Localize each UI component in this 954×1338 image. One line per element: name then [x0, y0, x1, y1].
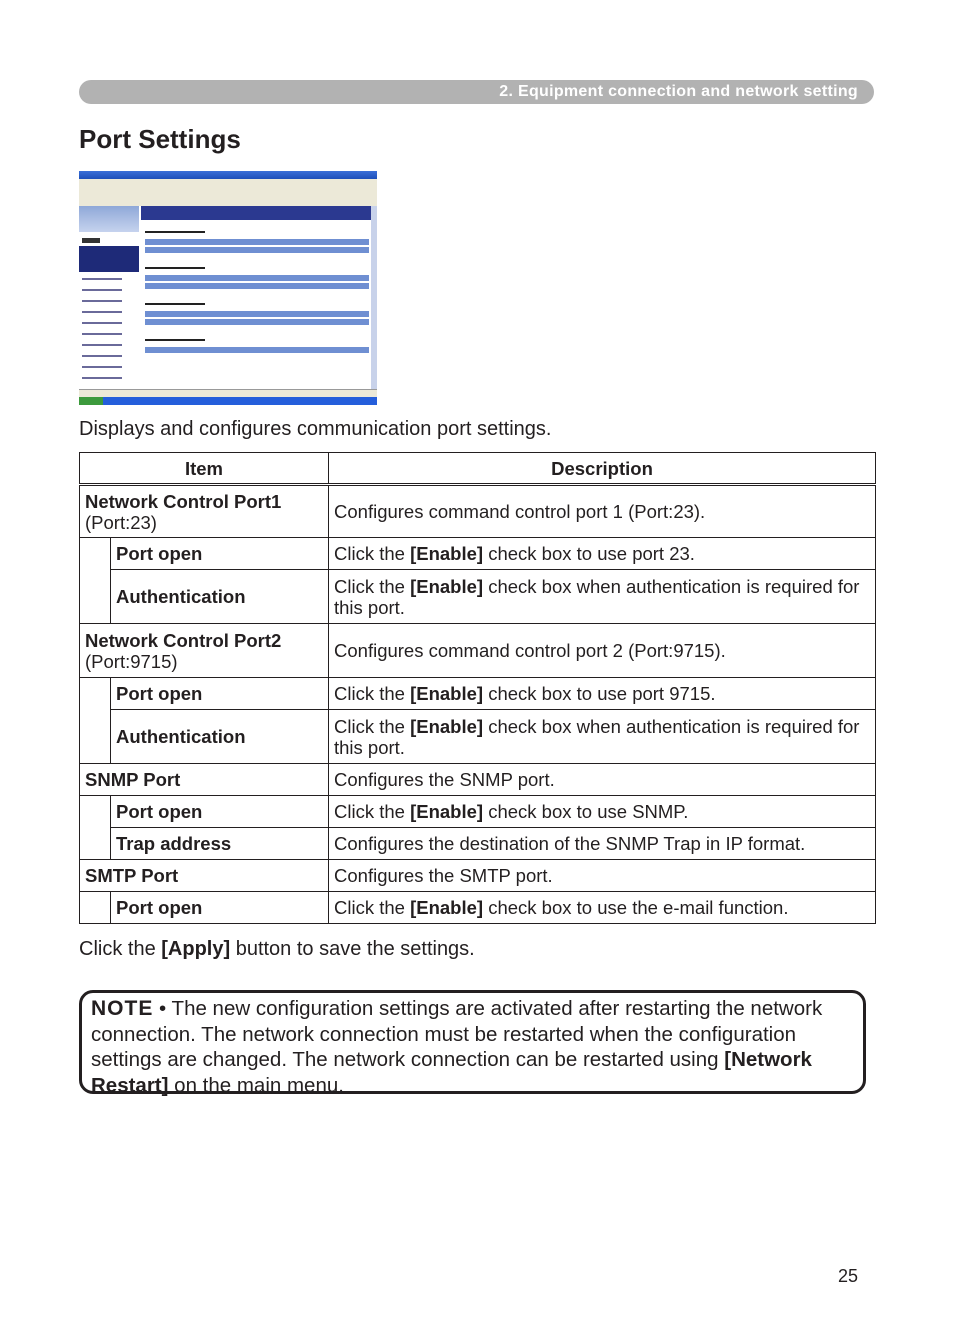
item-cell	[80, 624, 329, 678]
description-cell	[329, 538, 876, 570]
row-thumb	[145, 347, 369, 353]
section-header-title: 2. Equipment connection and network setting	[499, 83, 858, 100]
desc-text: Click the	[334, 543, 405, 564]
intro-text: Displays and configures communication port settings.	[79, 418, 552, 440]
description-cell	[329, 892, 876, 924]
item-subtext: (Port:9715)	[85, 650, 178, 672]
row-thumb	[145, 319, 369, 325]
description-cell	[329, 678, 876, 710]
description-cell: Configures command control port 1 (Port:23).	[329, 485, 876, 538]
menu-line	[82, 366, 122, 368]
menu-line	[82, 355, 122, 357]
settings-table	[79, 452, 876, 924]
table-row	[80, 538, 876, 570]
desc-bold: [Enable]	[410, 543, 484, 564]
menu-line	[82, 333, 122, 335]
item-name: Authentication	[111, 710, 329, 764]
desc-text: check box when authentication is required for this port.	[334, 575, 860, 618]
table-row	[80, 678, 876, 710]
row-thumb	[145, 239, 369, 245]
apply-text: Click the	[79, 938, 162, 960]
desc-text: Click the	[334, 683, 405, 704]
desc-text: Click the	[334, 801, 405, 822]
section-label-thumb	[145, 267, 205, 269]
projector-setup-logo	[79, 206, 139, 232]
menu-line	[82, 289, 122, 291]
desc-text: check box to use port 9715.	[483, 683, 716, 704]
table-row	[80, 570, 876, 624]
note-body: • The new configuration settings are activated after restarting the network connection. The network connection must be restarted when the configuration settings are changed. The network connection can be restarted using	[91, 997, 823, 1071]
browser-menubar	[79, 179, 377, 186]
table-header-description: Description	[329, 453, 876, 485]
item-name: SNMP Port	[80, 764, 329, 796]
item-name: Port open	[111, 796, 329, 828]
port-settings-heading-thumb	[141, 206, 371, 220]
menu-line	[82, 278, 122, 280]
description-cell	[329, 710, 876, 764]
note-body: on the main menu.	[168, 1073, 344, 1097]
row-thumb	[145, 247, 369, 253]
item-cell	[80, 485, 329, 538]
table-row	[80, 764, 876, 796]
row-thumb	[145, 311, 369, 317]
page-title: Port Settings	[79, 124, 241, 154]
note-label: NOTE	[91, 997, 154, 1020]
browser-main-pane	[139, 206, 371, 396]
desc-bold: [Enable]	[410, 801, 484, 822]
item-name: SMTP Port	[80, 860, 329, 892]
indent-cell	[80, 796, 111, 860]
desc-text: check box to use SNMP.	[483, 801, 689, 822]
item-name: Port open	[111, 892, 329, 924]
section-label-thumb	[145, 231, 205, 233]
menu-line	[82, 322, 122, 324]
table-row	[80, 828, 876, 860]
page-number: 25	[838, 1266, 859, 1286]
item-subtext: (Port:23)	[85, 511, 157, 533]
table-row	[80, 710, 876, 764]
browser-left-menu	[79, 206, 139, 396]
indent-cell	[80, 678, 111, 764]
desc-text: check box when authentication is required for this port.	[334, 715, 860, 758]
item-name: Trap address	[111, 828, 329, 860]
table-header-item: Item	[80, 453, 329, 485]
row-thumb	[145, 275, 369, 281]
menu-line	[82, 344, 122, 346]
desc-text: check box to use port 23.	[483, 543, 695, 564]
item-name: Authentication	[111, 570, 329, 624]
browser-toolbar	[79, 186, 377, 201]
section-label-thumb	[145, 303, 205, 305]
description-cell	[329, 570, 876, 624]
item-name: Port open	[111, 538, 329, 570]
browser-titlebar	[79, 171, 377, 179]
section-label-thumb	[145, 339, 205, 341]
note-box	[79, 990, 866, 1097]
section-header-bar	[79, 80, 874, 104]
table-row	[80, 485, 876, 538]
description-cell	[329, 796, 876, 828]
row-thumb	[145, 283, 369, 289]
desc-bold: [Enable]	[410, 683, 484, 704]
item-name: Network Control Port1	[85, 490, 282, 512]
description-cell: Configures the SNMP port.	[329, 764, 876, 796]
apply-text: button to save the settings.	[230, 938, 475, 960]
item-name: Port open	[111, 678, 329, 710]
menu-line	[82, 311, 122, 313]
desc-bold: [Enable]	[410, 575, 484, 597]
start-button-thumb	[79, 397, 103, 405]
indent-cell	[80, 538, 111, 624]
menu-line	[82, 300, 122, 302]
desc-bold: [Enable]	[410, 897, 484, 918]
description-cell: Configures the SMTP port.	[329, 860, 876, 892]
desc-text: Click the	[334, 575, 405, 597]
table-row	[80, 624, 876, 678]
note-bold: [Network Restart]	[91, 1048, 812, 1097]
browser-scrollbar	[371, 206, 377, 396]
port-settings-screenshot	[79, 171, 377, 405]
apply-instruction	[79, 938, 475, 961]
note-text	[91, 993, 863, 1098]
logoff-button-thumb	[82, 238, 100, 243]
description-cell: Configures the destination of the SNMP Trap in IP format.	[329, 828, 876, 860]
desc-text: Click the	[334, 897, 405, 918]
table-row	[80, 796, 876, 828]
desc-bold: [Enable]	[410, 715, 484, 737]
desc-text: check box to use the e-mail function.	[483, 897, 789, 918]
description-cell: Configures command control port 2 (Port:9715).	[329, 624, 876, 678]
indent-cell	[80, 892, 111, 924]
table-row	[80, 892, 876, 924]
menu-selected-thumb	[79, 246, 139, 272]
item-name: Network Control Port2	[85, 629, 282, 651]
menu-line	[82, 377, 122, 379]
apply-bold: [Apply]	[161, 938, 231, 960]
table-row	[80, 860, 876, 892]
desc-text: Click the	[334, 715, 405, 737]
taskbar	[79, 397, 377, 405]
